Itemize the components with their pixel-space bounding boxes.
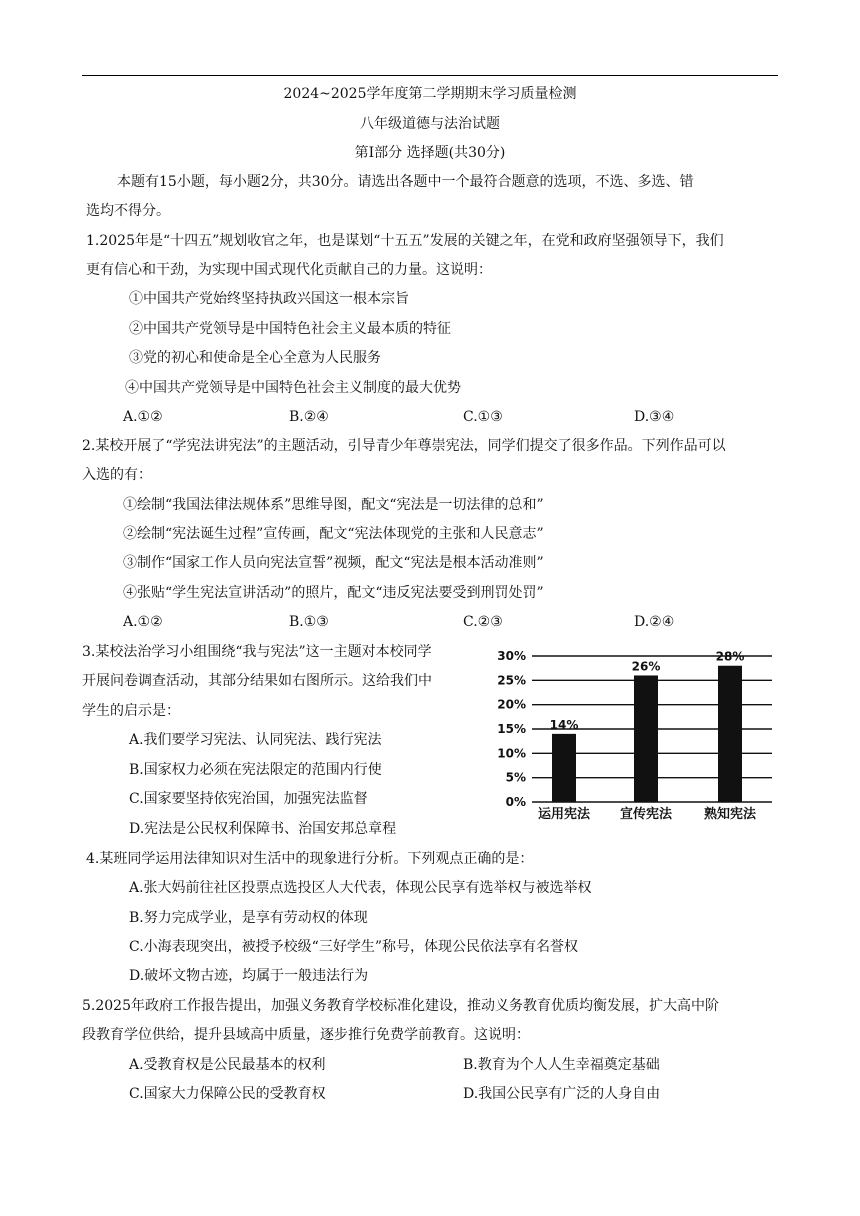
instructions-line-2: 选均不得分。 bbox=[86, 203, 170, 219]
q1-item-2: ②中国共产党领导是中国特色社会主义最本质的特征 bbox=[129, 321, 451, 337]
bar bbox=[552, 734, 576, 802]
q1-stem-line-1: 1.2025年是“十四五”规划收官之年，也是谋划“十五五”发展的关键之年，在党和政府坚强领导下，我们 bbox=[86, 233, 724, 249]
q2-stem-line-2: 入选的有： bbox=[82, 467, 152, 483]
q2-item-1: ①绘制“我国法律法规体系”思维导图，配文“宪法是一切法律的总和” bbox=[123, 497, 544, 513]
q1-item-1: ①中国共产党始终坚持执政兴国这一根本宗旨 bbox=[129, 291, 409, 307]
y-tick-label: 30% bbox=[497, 649, 526, 663]
q3-option-d: D.宪法是公民权利保障书、治国安邦总章程 bbox=[129, 821, 397, 837]
q5-option-d: D.我国公民享有广泛的人身自由 bbox=[463, 1086, 661, 1102]
q2-option-c: C.②③ bbox=[463, 614, 503, 630]
q3-stem-line-1: 3.某校法治学习小组围绕“我与宪法”这一主题对本校同学 bbox=[82, 644, 432, 660]
q2-option-d: D.②④ bbox=[634, 614, 675, 630]
q3-option-b: B.国家权力必须在宪法限定的范围内行使 bbox=[129, 762, 382, 778]
q1-option-a: A.①② bbox=[123, 409, 163, 425]
exam-subtitle: 八年级道德与法治试题 bbox=[360, 116, 500, 132]
q5-option-b: B.教育为个人人生幸福奠定基础 bbox=[463, 1057, 660, 1073]
q5-option-a: A.受教育权是公民最基本的权利 bbox=[129, 1057, 326, 1073]
y-tick-label: 0% bbox=[505, 795, 526, 809]
instructions-line-1: 本题有15小题，每小题2分，共30分。请选出各题中一个最符合题意的选项，不选、多选、错 bbox=[117, 174, 694, 190]
q3-stem-line-3: 学生的启示是： bbox=[82, 703, 180, 719]
q3-option-a: A.我们要学习宪法、认同宪法、践行宪法 bbox=[129, 732, 382, 748]
q5-option-c: C.国家大力保障公民的受教育权 bbox=[129, 1086, 326, 1102]
q5-stem-line-2: 段教育学位供给，提升县域高中质量，逐步推行免费学前教育。这说明： bbox=[82, 1027, 530, 1043]
survey-bar-chart bbox=[490, 642, 780, 824]
q2-item-2: ②绘制“宪法诞生过程”宣传画，配文“宪法体现党的主张和人民意志” bbox=[123, 526, 544, 542]
top-rule bbox=[82, 75, 778, 76]
q1-item-4: ④中国共产党领导是中国特色社会主义制度的最大优势 bbox=[125, 380, 461, 396]
q4-option-c: C.小海表现突出，被授予校级“三好学生”称号，体现公民依法享有名誉权 bbox=[129, 939, 578, 955]
q2-option-a: A.①② bbox=[123, 614, 163, 630]
q5-stem-line-1: 5.2025年政府工作报告提出，加强义务教育学校标准化建设，推动义务教育优质均衡发展，扩大高中阶 bbox=[82, 998, 719, 1014]
exam-title: 2024~2025学年度第二学期期末学习质量检测 bbox=[283, 86, 577, 102]
q2-option-b: B.①③ bbox=[289, 614, 329, 630]
q3-option-c: C.国家要坚持依宪治国，加强宪法监督 bbox=[129, 791, 368, 807]
y-tick-label: 15% bbox=[497, 722, 526, 736]
y-tick-label: 25% bbox=[497, 673, 526, 688]
q1-stem-line-2: 更有信心和干劲，为实现中国式现代化贡献自己的力量。这说明： bbox=[86, 262, 492, 278]
q2-item-4: ④张贴“学生宪法宣讲活动”的照片，配文“违反宪法要受到刑罚处罚” bbox=[123, 585, 544, 601]
q2-stem-line-1: 2.某校开展了“学宪法讲宪法”的主题活动，引导青少年尊崇宪法，同学们提交了很多作品。下列作品可以 bbox=[82, 438, 726, 454]
q1-option-c: C.①③ bbox=[463, 409, 503, 425]
q1-item-3: ③党的初心和使命是全心全意为人民服务 bbox=[129, 350, 381, 366]
section-heading: 第Ⅰ部分 选择题(共30分) bbox=[354, 145, 506, 161]
y-tick-label: 10% bbox=[497, 746, 526, 761]
q3-stem-line-2: 开展问卷调查活动，其部分结果如右图所示。这给我们中 bbox=[82, 673, 432, 689]
bar bbox=[634, 675, 658, 802]
category-label: 宣传宪法 bbox=[619, 807, 673, 822]
q4-stem: 4.某班同学运用法律知识对生活中的现象进行分析。下列观点正确的是： bbox=[86, 851, 534, 867]
bar-value-label: 14% bbox=[549, 717, 579, 732]
q1-option-b: B.②④ bbox=[289, 409, 329, 425]
category-label: 运用宪法 bbox=[537, 807, 591, 822]
q4-option-a: A.张大妈前往社区投票点选投区人大代表，体现公民享有选举权与被选举权 bbox=[129, 880, 592, 896]
category-label: 熟知宪法 bbox=[703, 807, 757, 822]
q4-option-d: D.破坏文物古迹，均属于一般违法行为 bbox=[129, 968, 369, 984]
bar-value-label: 26% bbox=[631, 659, 661, 674]
bar-value-label: 28% bbox=[715, 649, 745, 664]
y-tick-label: 5% bbox=[505, 770, 526, 785]
q1-option-d: D.③④ bbox=[634, 409, 675, 425]
bar bbox=[718, 666, 742, 802]
y-tick-label: 20% bbox=[497, 697, 526, 712]
q4-option-b: B.努力完成学业，是享有劳动权的体现 bbox=[129, 910, 368, 926]
q2-item-3: ③制作“国家工作人员向宪法宣誓”视频，配文“宪法是根本活动准则” bbox=[123, 555, 544, 571]
